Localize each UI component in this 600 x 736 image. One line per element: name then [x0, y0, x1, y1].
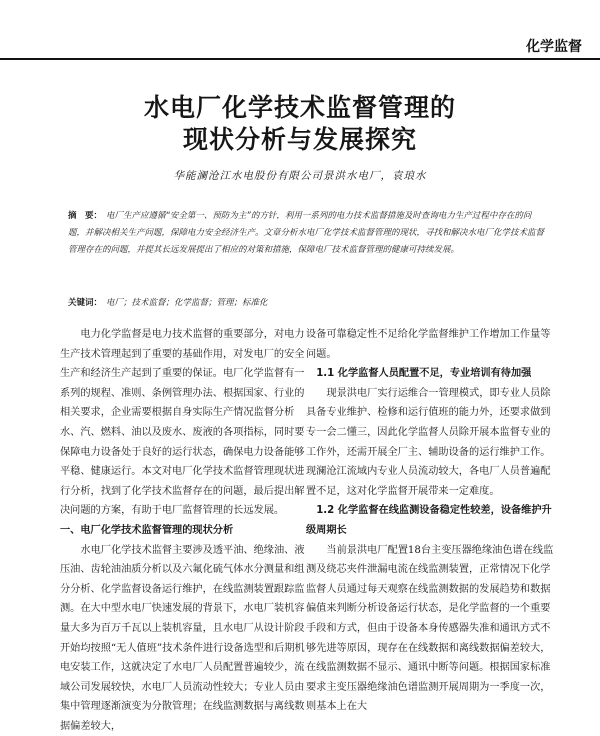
subheading-1-1: 1.1 化学监督人员配置不足，专业培训有待加强: [316, 368, 532, 380]
abstract-text: 电厂生产应遵循“安全第一、预防为主”的方针，利用一系列的电力技术监督措施及时查询电力生产过程中存在的问题，并解决相关生产问题，保障电力安全经济生产。文章分析水电厂化学技术监督管理的现状，寻找和解决水电厂化学技术监督管理存在的问题，并提其长远发展提出了相应的对策和措施，保障电厂技术监督管理的健康可持续发展。: [68, 211, 545, 255]
abstract: [68, 208, 546, 259]
keywords-label: 关键词：: [68, 298, 103, 308]
article-title-line2: 现状分析与发展探究: [182, 125, 417, 154]
section-label: 化学监督: [526, 39, 582, 55]
subsection-1-1-paragraph: 现景洪电厂实行运维合一管理模式，即专业人员除具备专业维护、检修和运行值班的能力外，还要求做到专一会二懂三，因此化学监督人员除开展本监督专业的工作外，还需开展全厂主、辅助设备的运行维护工作。现澜沧江流域内专业人员流动较大，各电厂人员普遍配置不足，这对化学监督开展带来一定难度。: [306, 387, 551, 497]
article-title-line1: 水电厂化学技术监督管理的: [143, 93, 456, 122]
intro-paragraph: 电力化学监督是电力技术监督的重要部分，对电力生产技术管理起到了重要的基础作用，对发电厂的安全生产和经济生产起到了重要的保证。电厂化学监督有一系列的规程、准则、条例管理办法、根据国家、行业的相关要求，企业需要根据自身实际生产情况监督分析水、汽、燃料、油以及废水、废液的各项指标，同时要保障电力设备处于良好的运行状态，确保电力设备能够平稳、健康运行。本文对电厂化学技术监督管理现状进行分析，找到了化学技术监督存在的问题，最后提出解决问题的方案，有助于电厂监督管理的长远发展。: [60, 329, 305, 517]
subsection-1-2-paragraph: 当前景洪电厂配置18台主变压器绝缘油色谱在线监测及绕芯夹件泄漏电流在线监测装置，正常情况下化学监督人员通过每天观察在线监测数据的发展趋势和数据偏值来判断分析设备运行状态，是化学监督的一个重要手段和方式，但由于设备本身传感器失准和通讯方式不够先进等原因，现存在在线数据和离线数据偏差较大，在线监测数据不显示、通讯中断等问题。根据国家标准要求主变压器绝缘油色谱监测开展周期为一季度一次，则基本上在大: [306, 544, 554, 713]
keywords-text: 电厂；技术监督；化学监督；管理；标准化: [106, 298, 268, 308]
continued-paragraph: 设备可靠稳定性不足给化学监督维护工作增加工作量等问题。: [306, 329, 551, 360]
keywords: [68, 296, 546, 308]
author-line: 华能澜沧江水电股份有限公司景洪水电厂，袁琅水: [173, 170, 427, 182]
subheading-1-2: 1.2 化学监督在线监测设备稳定性较差，设备维护升级周期长: [306, 505, 552, 536]
left-column: [60, 325, 312, 736]
section-heading-1: 一、电厂化学技术监督管理的现状分析: [60, 524, 234, 536]
section1-paragraph: 水电厂化学技术监督主要涉及透平油、绝缘油、液压油、齿轮油油质分析以及六氟化硫气体水分测量和组分分析、化学监督设备运行维护，在线监测装置跟踪监测。在大中型水电厂快速发展的背景下，水电厂装机容量大多为百万千瓦以上装机容量，且水电厂从设计阶段开始均按照“无人值班”技术条件进行设备选型和后期机电安装工作，这就决定了水电厂人员配置普遍较少，流域公司发展较快，水电厂人员流动性较大；专业人员由集中管理逐渐演变为分散管理；在线监测数据与离线数据偏差较大，: [60, 544, 305, 732]
right-column: [306, 325, 558, 717]
header-rule: [0, 58, 600, 60]
abstract-label: 摘 要：: [68, 211, 103, 221]
